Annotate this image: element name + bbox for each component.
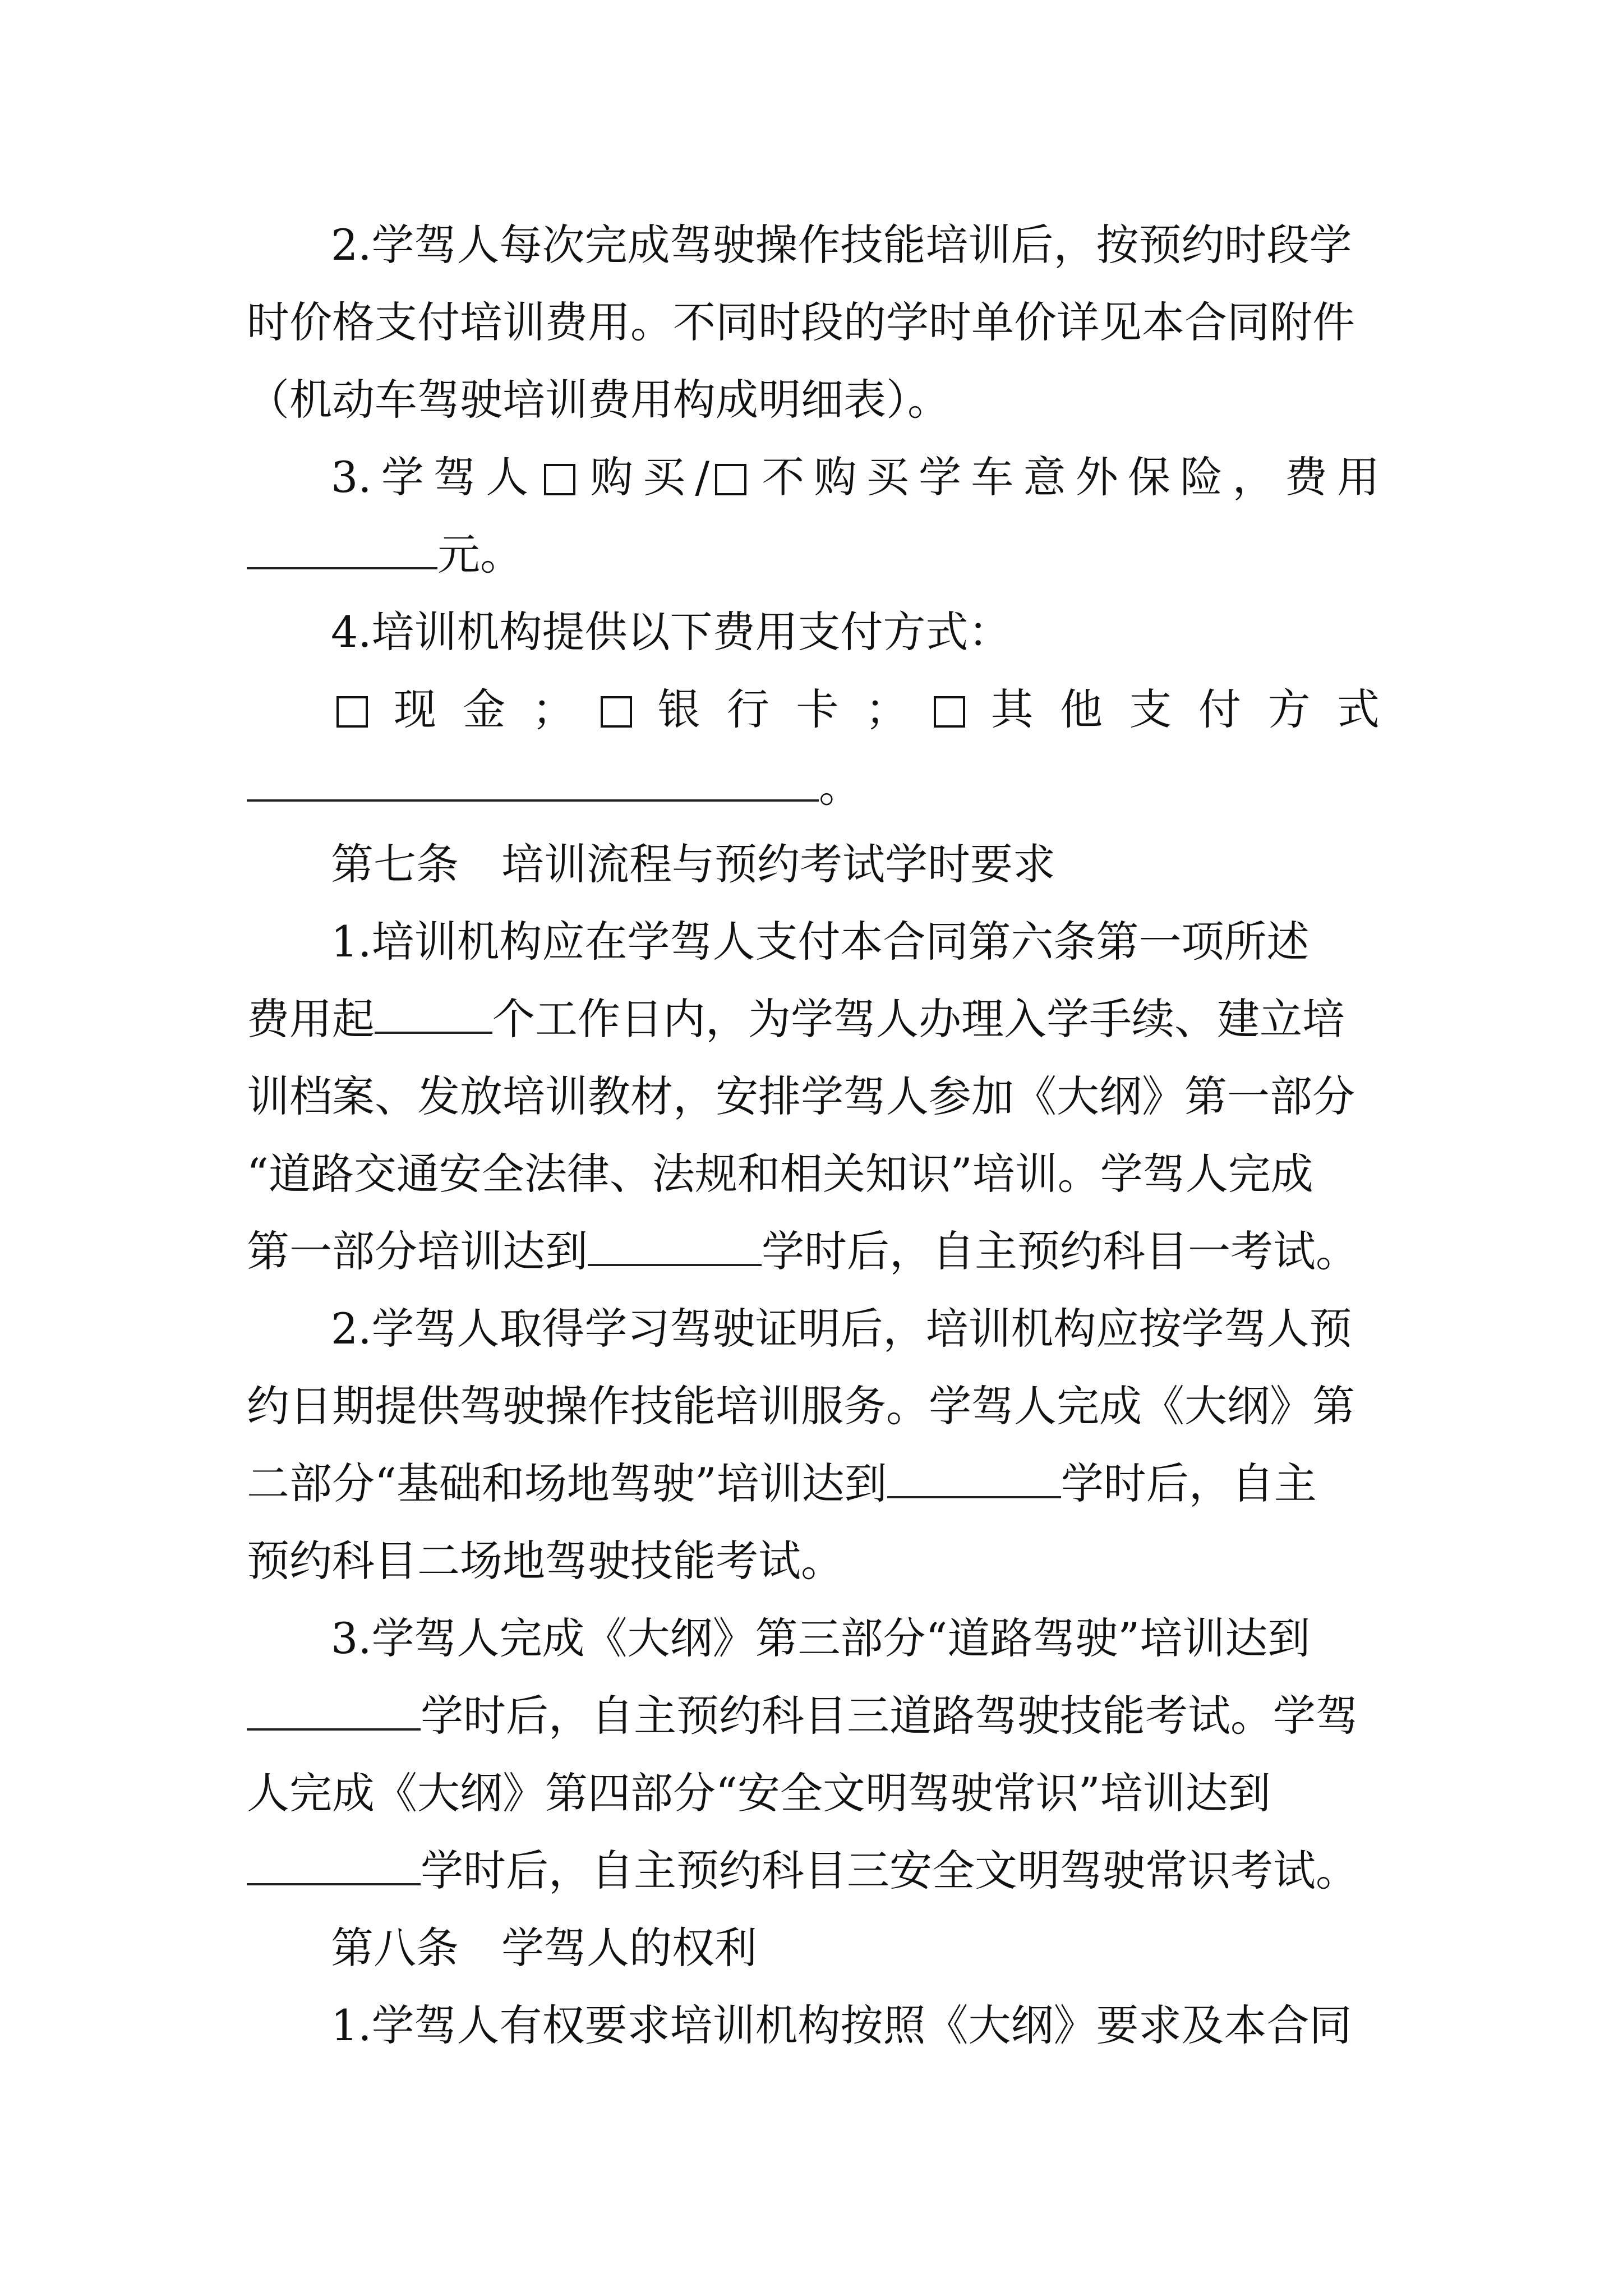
paragraph-line: 预约科目二场地驾驶技能考试。 [247,1536,843,1586]
insurance-prefix: 3.学驾人 [331,452,538,502]
payment-options-line [331,668,1380,752]
insurance-not-buy-label: 不购买学车意外保险，费用 [751,452,1380,502]
paragraph-line: 1.学驾人有权要求培训机构按照《大纲》要求及本合同 [331,2000,1352,2050]
checkbox-buy[interactable] [544,464,575,495]
article7-heading: 第七条 培训流程与预约考试学时要求 [331,839,1055,889]
insurance-line [331,435,1380,519]
hours-blank-part2[interactable] [887,1457,1061,1498]
fee-suffix: 元。 [437,530,523,579]
paragraph-line: 3.学驾人完成《大纲》第三部分“道路驾驶”培训达到 [331,1613,1311,1663]
paragraph-line [247,1442,1380,1526]
payment-heading: 4.培训机构提供以下费用支付方式： [331,607,1011,657]
payment-other-line [247,745,1380,829]
text-span: 学时后，自主预约科目三道路驾驶技能考试。学驾 [421,1691,1358,1741]
insurance-fee-line [247,513,1380,597]
paragraph-line: “道路交通安全法律、法规和相关知识”培训。学驾人完成 [247,1149,1313,1199]
paragraph-line [247,1674,1380,1758]
paragraph-line [247,1209,1380,1294]
paragraph-line: 2.学驾人取得学习驾驶证明后，培训机构应按学驾人预 [331,1304,1352,1354]
paragraph-line: 时价格支付培训费用。不同时段的学时单价详见本合同附件 [247,297,1355,347]
text-span: 学时后，自主预约科目三安全文明驾驶常识考试。 [421,1846,1358,1895]
paragraph-line: 约日期提供驾驶操作技能培训服务。学驾人完成《大纲》第 [247,1381,1355,1431]
paragraph-line: 1.培训机构应在学驾人支付本合同第六条第一项所述 [331,917,1310,967]
checkbox-bank-card[interactable] [601,696,632,728]
paragraph-line: 训档案、发放培训教材，安排学驾人参加《大纲》第一部分 [247,1071,1355,1121]
hours-blank-part4[interactable] [247,1844,421,1885]
text-span: 学时后，自主 [1061,1458,1317,1508]
text-span: 第一部分培训达到 [247,1226,588,1276]
paragraph-line: 人完成《大纲》第四部分“安全文明驾驶常识”培训达到 [247,1768,1271,1818]
paragraph-line [247,1829,1380,1913]
other-label: 其 他 支 付 方 式 [990,684,1380,734]
checkbox-other[interactable] [934,696,965,728]
article8-heading: 第八条 学驾人的权利 [331,1923,757,1973]
paragraph-line: 2.学驾人每次完成驾驶操作技能培训后，按预约时段学 [331,220,1352,270]
checkbox-cash[interactable] [336,696,368,728]
cash-label: 现 金 ； [393,684,575,734]
hours-blank-part1[interactable] [588,1225,762,1266]
other-method-blank[interactable] [247,760,819,802]
text-span: 学时后，自主预约科目一考试。 [762,1226,1358,1276]
text-span: 二部分“基础和场地驾驶”培训达到 [247,1458,887,1508]
text-span: 个工作日内，为学驾人办理入学手续、建立培 [492,994,1345,1044]
text-span: 费用起 [247,994,375,1044]
paragraph-line [247,977,1380,1061]
workdays-blank[interactable] [375,992,492,1034]
bank-card-label: 银 行 卡 ； [657,684,908,734]
paragraph-line: （机动车驾驶培训费用构成明细表）。 [247,375,950,425]
fee-blank[interactable] [247,528,437,569]
hours-blank-part3[interactable] [247,1689,421,1731]
insurance-buy-label: 购买/ [580,452,709,502]
checkbox-not-buy[interactable] [715,464,746,495]
payment-end: 。 [819,762,861,812]
